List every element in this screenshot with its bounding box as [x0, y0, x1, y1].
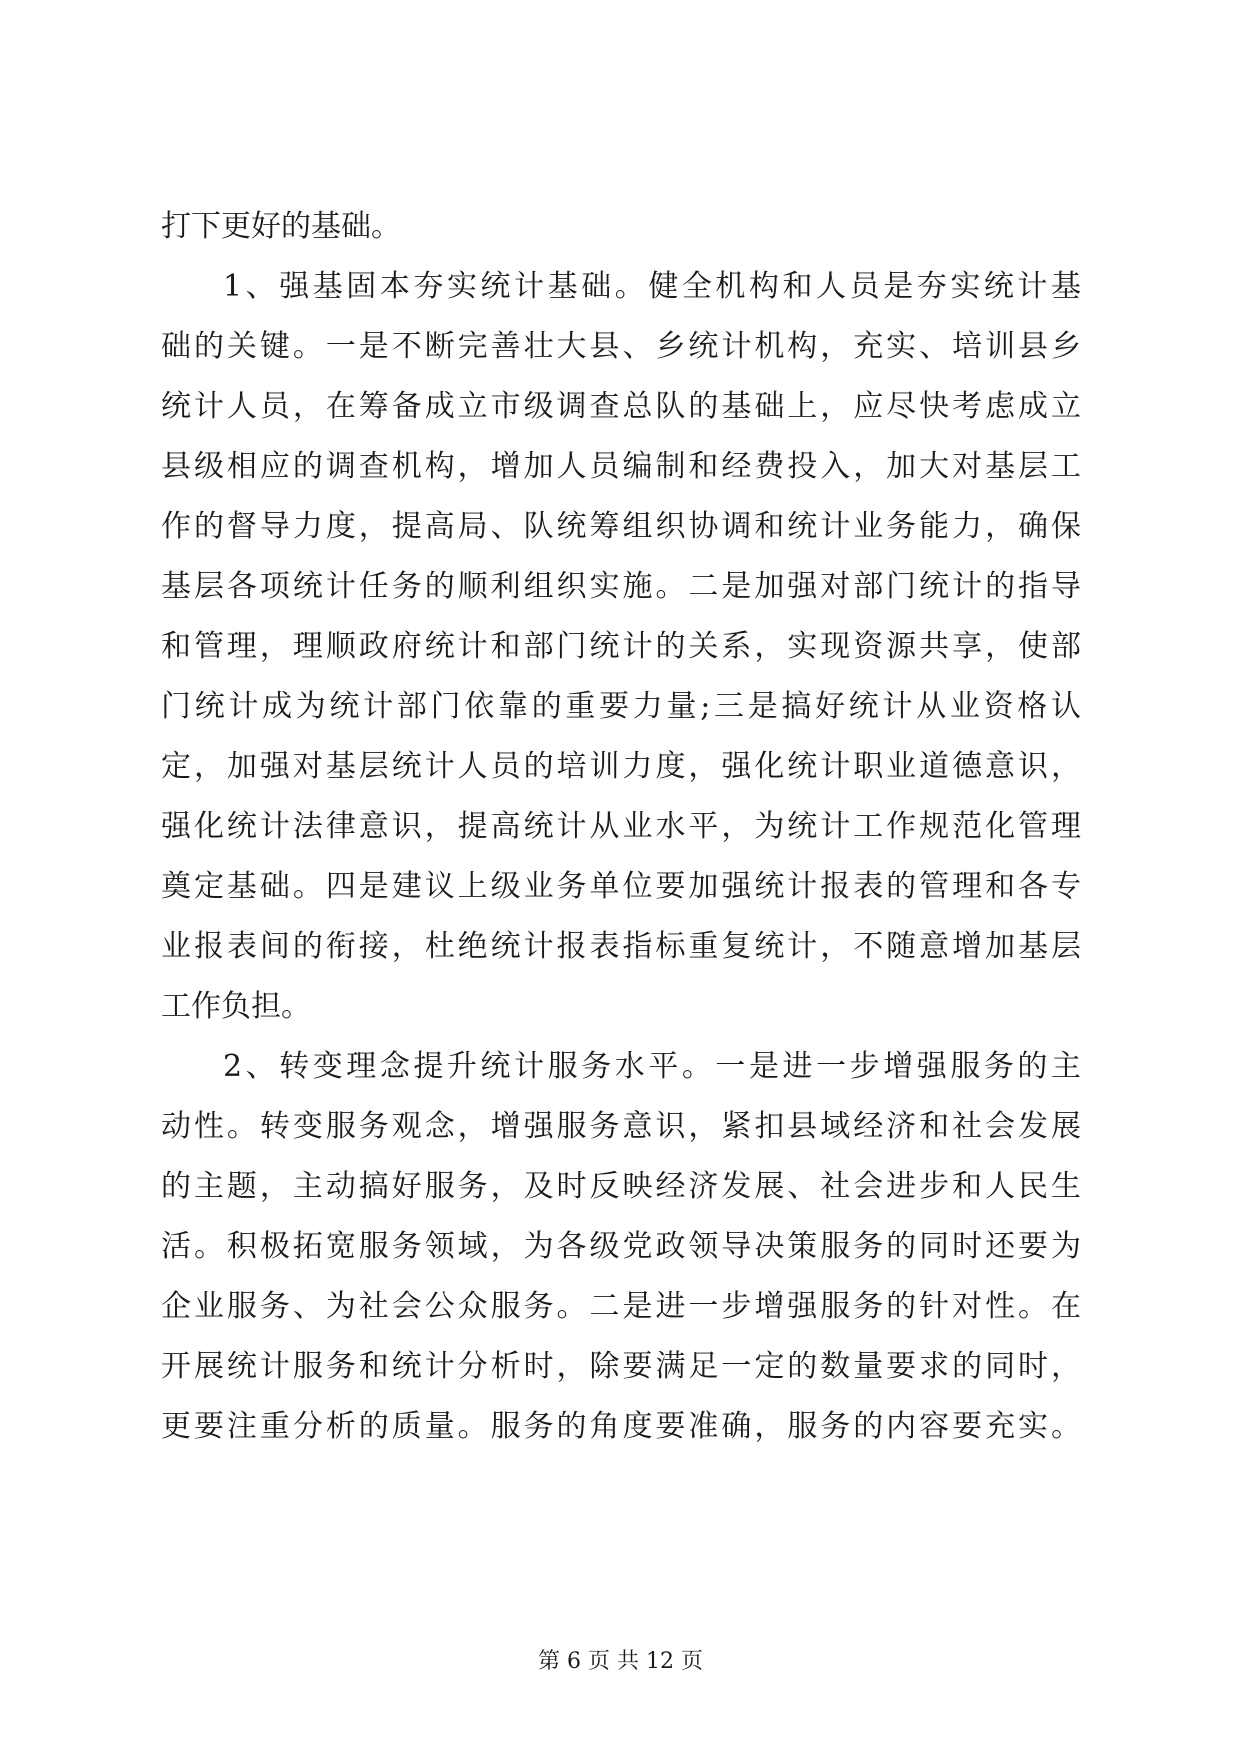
- text-line: 更要注重分析的质量。服务的角度要准确，服务的内容要充实。: [161, 1409, 1081, 1444]
- text-line: 的主题，主动搞好服务，及时反映经济发展、社会进步和人民生: [161, 1169, 1081, 1204]
- page-footer: 第 6 页 共 12 页: [538, 1649, 703, 1674]
- text-line: 作的督导力度，提高局、队统筹组织协调和统计业务能力，确保: [161, 509, 1081, 544]
- text-line: 强化统计法律意识，提高统计从业水平，为统计工作规范化管理: [161, 809, 1081, 844]
- text-line: 统计人员，在筹备成立市级调查总队的基础上，应尽快考虑成立: [161, 389, 1081, 424]
- text-line: 2、转变理念提升统计服务水平。一是进一步增强服务的主: [223, 1049, 1081, 1084]
- text-line: 和管理，理顺政府统计和部门统计的关系，实现资源共享，使部: [161, 629, 1081, 664]
- text-line: 奠定基础。四是建议上级业务单位要加强统计报表的管理和各专: [161, 869, 1081, 904]
- text-line: 础的关键。一是不断完善壮大县、乡统计机构，充实、培训县乡: [161, 329, 1081, 364]
- text-line: 基层各项统计任务的顺利组织实施。二是加强对部门统计的指导: [161, 569, 1081, 604]
- text-line: 定，加强对基层统计人员的培训力度，强化统计职业道德意识，: [161, 749, 1081, 784]
- text-line: 动性。转变服务观念，增强服务意识，紧扣县域经济和社会发展: [161, 1109, 1081, 1144]
- text-line: 门统计成为统计部门依靠的重要力量;三是搞好统计从业资格认: [161, 689, 1081, 724]
- text-line: 业报表间的衔接，杜绝统计报表指标重复统计，不随意增加基层: [161, 929, 1081, 964]
- text-line: 开展统计服务和统计分析时，除要满足一定的数量要求的同时，: [161, 1349, 1081, 1384]
- text-line: 县级相应的调查机构，增加人员编制和经费投入，加大对基层工: [161, 449, 1081, 484]
- text-line: 工作负担。: [161, 989, 311, 1024]
- text-line: 活。积极拓宽服务领域，为各级党政领导决策服务的同时还要为: [161, 1229, 1081, 1264]
- text-line: 1、强基固本夯实统计基础。健全机构和人员是夯实统计基: [223, 269, 1081, 304]
- text-line: 企业服务、为社会公众服务。二是进一步增强服务的针对性。在: [161, 1289, 1081, 1324]
- text-line: 打下更好的基础。: [161, 209, 401, 244]
- document-body: [161, 197, 1081, 1457]
